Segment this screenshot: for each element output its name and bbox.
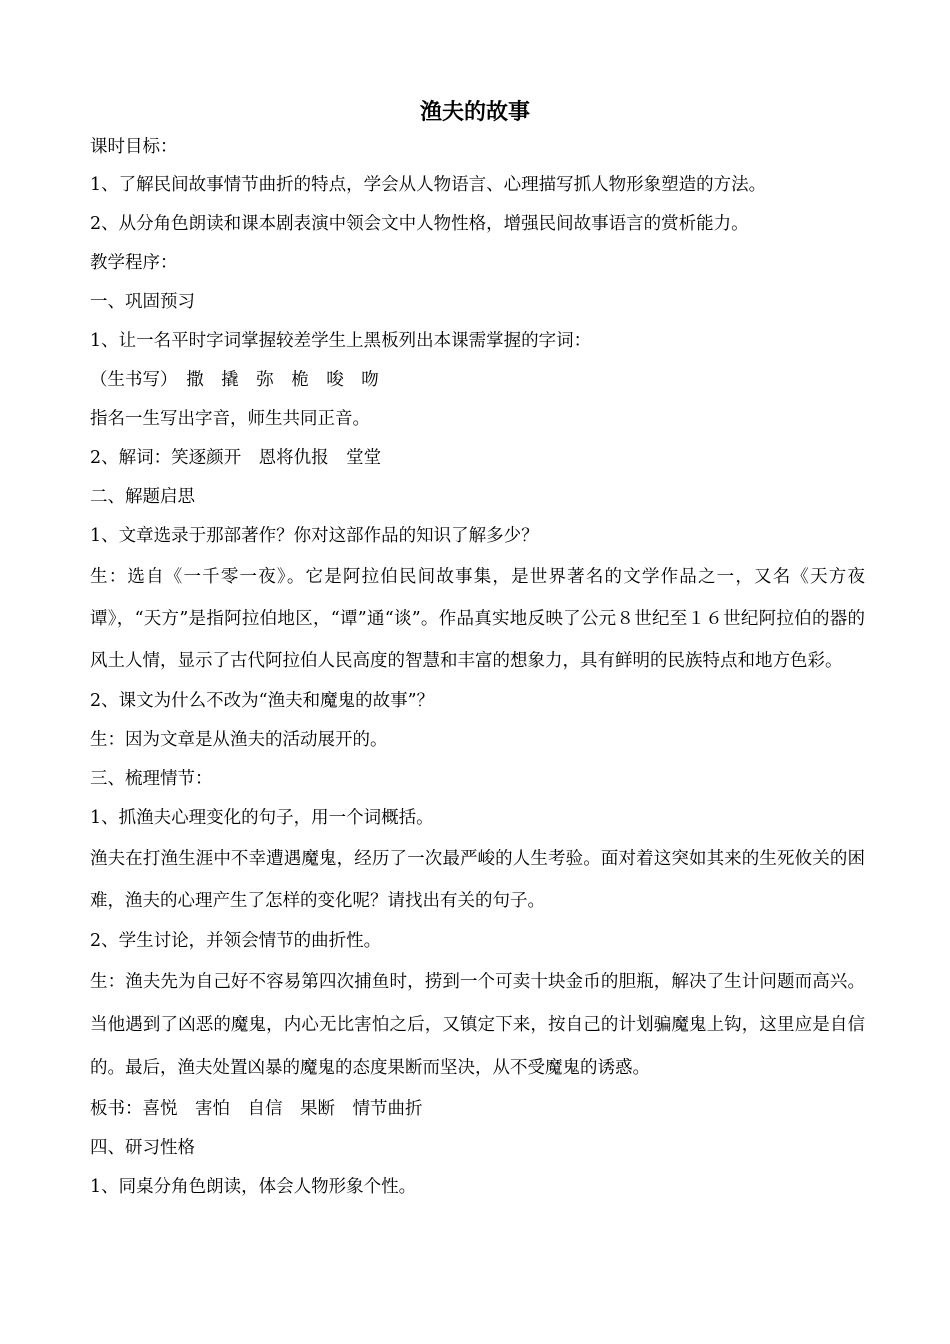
answer-2-2: 生：因为文章是从渔夫的活动展开的。 xyxy=(90,730,388,750)
step-3-2: 2、学生讨论，并领会情节的曲折性。 xyxy=(90,931,382,951)
step-1-1: 1、让一名平时字词掌握较差学生上黑板列出本课需掌握的字词： xyxy=(90,331,592,351)
heading-part-1: 一、巩固预习 xyxy=(90,292,195,312)
question-2-1: 1、文章选录于那部著作？你对这部作品的知识了解多少？ xyxy=(90,526,539,546)
section-label-objectives: 课时目标： xyxy=(90,137,178,157)
pronunciation-note: 指名一生写出字音，师生共同正音。 xyxy=(90,409,370,429)
answer-2-1: 生：选自《一千零一夜》。它是阿拉伯民间故事集，是世界著名的文学作品之一，又名《天方夜谭》，“天方”是指阿拉伯地区，“谭”通“谈”。作品真实地反映了公元８世纪至１６世纪阿拉伯的器的风土人情，显示了古代阿拉伯人民高度的智慧和丰富的想象力，具有鲜明的民族特点和地方色彩。 xyxy=(90,567,865,671)
step-3-1: 1、抓渔夫心理变化的句子，用一个词概括。 xyxy=(90,808,434,828)
step-4-1: 1、同桌分角色朗读，体会人物形象个性。 xyxy=(90,1177,417,1197)
blackboard-summary: 板书：喜悦 害怕 自信 果断 情节曲折 xyxy=(90,1099,423,1119)
answer-3-2: 生：渔夫先为自己好不容易第四次捕鱼时，捞到一个可卖十块金币的胆瓶，解决了生计问题而高兴。当他遇到了凶恶的魔鬼，内心无比害怕之后，又镇定下来，按自己的计划骗魔鬼上钩，这里应是自信的。最后，渔夫处置凶暴的魔鬼的态度果断而坚决，从不受魔鬼的诱惑。 xyxy=(90,972,865,1078)
document-title: 渔夫的故事 xyxy=(419,100,530,125)
question-2-2: 2、课文为什么不改为“渔夫和魔鬼的故事”？ xyxy=(90,691,435,711)
heading-part-4: 四、研习性格 xyxy=(90,1138,195,1158)
objective-1: 1、了解民间故事情节曲折的特点，学会从人物语言、心理描写抓人物形象塑造的方法。 xyxy=(90,175,767,195)
step-1-2: 2、解词：笑逐颜开 恩将仇报 堂堂 xyxy=(90,448,382,468)
heading-part-3: 三、梳理情节： xyxy=(90,769,213,789)
section-label-procedure: 教学程序： xyxy=(90,253,178,273)
heading-part-2: 二、解题启思 xyxy=(90,487,195,507)
document-body xyxy=(90,128,865,1207)
vocabulary-characters: （生书写） 撒 撬 弥 桅 唆 吻 xyxy=(90,370,379,390)
objective-2: 2、从分角色朗读和课本剧表演中领会文中人物性格，增强民间故事语言的赏析能力。 xyxy=(90,214,749,234)
paragraph-3-1: 渔夫在打渔生涯中不幸遭遇魔鬼，经历了一次最严峻的人生考验。面对着这突如其来的生死攸关的困难，渔夫的心理产生了怎样的变化呢？请找出有关的句子。 xyxy=(90,849,865,911)
